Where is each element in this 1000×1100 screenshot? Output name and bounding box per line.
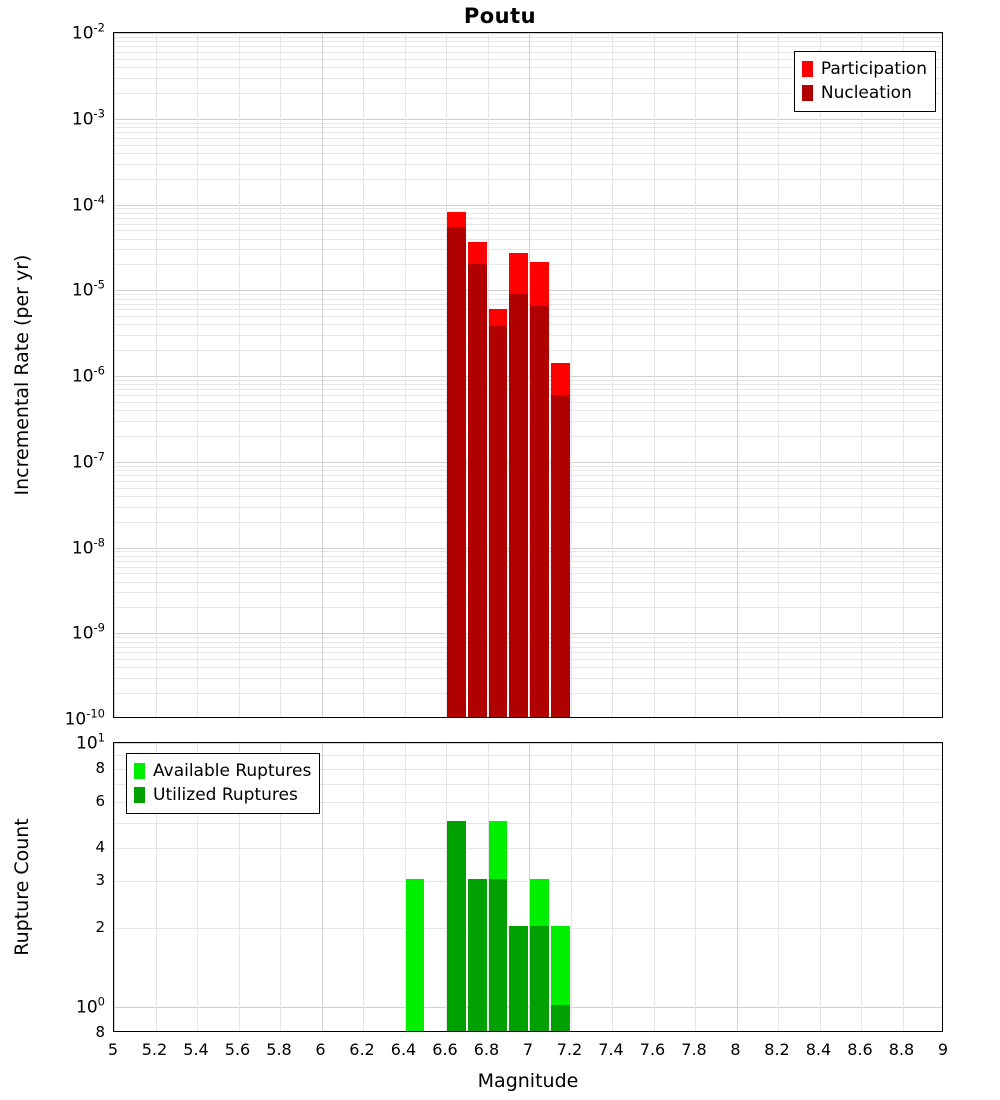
available-ruptures-bar — [406, 879, 425, 1031]
gridline — [322, 33, 323, 717]
incremental-rate-plot — [113, 32, 943, 718]
gridline — [322, 743, 323, 1031]
gridline — [363, 743, 364, 1031]
y-tick-label: $10^0$ — [76, 995, 105, 1018]
gridline — [239, 33, 240, 717]
gridline — [197, 33, 198, 717]
nucleation-bar — [447, 227, 466, 717]
gridline — [114, 33, 115, 717]
x-tick-label: 9 — [937, 1040, 949, 1059]
y-tick-label: $10^{-6}$ — [71, 363, 105, 387]
utilized-ruptures-bar — [509, 926, 528, 1031]
y-tick-label: 6 — [95, 791, 105, 810]
y-tick-label: $10^{-8}$ — [71, 535, 105, 558]
x-tick-label: 8.6 — [847, 1040, 873, 1059]
gridline — [654, 33, 655, 717]
nucleation-bar — [468, 264, 487, 717]
x-tick-label: 6.4 — [390, 1040, 417, 1059]
gridline — [737, 33, 738, 717]
x-tick-label: 8.8 — [888, 1040, 915, 1059]
y-tick-label: $10^{-7}$ — [71, 449, 105, 473]
gridline — [571, 743, 572, 1031]
x-tick-label: 5.6 — [224, 1040, 251, 1059]
gridline — [820, 743, 821, 1031]
nucleation-bar — [551, 395, 570, 717]
gridline — [695, 743, 696, 1031]
x-tick-label: 8.2 — [764, 1040, 790, 1059]
page-title: Poutu — [463, 4, 537, 28]
gridline — [571, 33, 572, 717]
gridline — [280, 33, 281, 717]
y-tick-label: 2 — [95, 917, 105, 936]
y-tick-label: $10^{-2}$ — [71, 20, 105, 44]
y-tick-label: $10^{-9}$ — [71, 620, 105, 644]
nucleation-bar — [489, 326, 508, 717]
gridline — [156, 33, 157, 717]
top-y-axis-title: Incremental Rate (per yr) — [11, 254, 33, 496]
legend-item-participation — [802, 57, 927, 81]
utilized-ruptures-bar — [489, 879, 508, 1031]
gridline — [363, 33, 364, 717]
x-axis-title: Magnitude — [477, 1070, 579, 1092]
legend-item-utilized-ruptures — [134, 783, 311, 807]
nucleation-swatch-icon — [802, 85, 813, 101]
utilized-ruptures-swatch-icon — [134, 787, 145, 803]
nucleation-bar — [509, 294, 528, 717]
y-tick-label: 3 — [95, 871, 105, 890]
y-tick-label: $10^1$ — [76, 730, 105, 754]
x-tick-label: 8 — [730, 1040, 741, 1059]
y-tick-label: $10^{-4}$ — [71, 192, 105, 215]
gridline — [861, 33, 862, 717]
y-tick-label: $10^{-5}$ — [71, 277, 105, 301]
gridline — [778, 743, 779, 1031]
x-tick-label: 6.6 — [432, 1040, 458, 1059]
rupture-count-plot — [113, 742, 943, 1032]
gridline — [737, 743, 738, 1031]
x-tick-label: 5.8 — [266, 1040, 292, 1059]
utilized-ruptures-bar — [551, 1005, 570, 1031]
participation-swatch-icon — [802, 61, 813, 77]
legend-label-available-ruptures: Available Ruptures — [153, 761, 312, 781]
legend-incremental-rate — [794, 51, 936, 112]
gridline — [903, 33, 904, 717]
x-tick-label: 6.2 — [349, 1040, 375, 1059]
utilized-ruptures-bar — [447, 821, 466, 1031]
utilized-ruptures-bar — [468, 879, 487, 1031]
gridline — [654, 743, 655, 1031]
y-tick-label: 8 — [95, 1023, 105, 1041]
y-tick-label: $10^{-3}$ — [71, 106, 105, 130]
x-tick-label: 7.6 — [639, 1040, 666, 1059]
legend-label-participation: Participation — [820, 59, 927, 79]
gridline — [405, 33, 406, 717]
legend-item-available-ruptures — [134, 759, 311, 783]
x-tick-label: 5.2 — [141, 1040, 168, 1059]
y-tick-label: $10^{-10}$ — [64, 706, 105, 730]
x-tick-label: 8.4 — [805, 1040, 832, 1059]
y-tick-label: 4 — [95, 838, 105, 857]
gridline — [820, 33, 821, 717]
x-tick-label: 5 — [107, 1040, 119, 1059]
utilized-ruptures-bar — [530, 926, 549, 1031]
x-tick-label: 7 — [522, 1040, 534, 1059]
available-ruptures-swatch-icon — [134, 763, 145, 779]
x-tick-label: 7.2 — [556, 1040, 583, 1059]
gridline — [612, 743, 613, 1031]
gridline — [778, 33, 779, 717]
legend-item-nucleation — [802, 81, 927, 105]
x-tick-label: 6.8 — [473, 1040, 500, 1059]
x-tick-label: 7.4 — [598, 1040, 624, 1059]
bottom-y-axis-title: Rupture Count — [11, 818, 33, 956]
gridline — [695, 33, 696, 717]
legend-label-utilized-ruptures: Utilized Ruptures — [153, 785, 298, 805]
nucleation-bar — [530, 306, 549, 717]
y-tick-label: 8 — [95, 758, 105, 777]
gridline — [861, 743, 862, 1031]
x-tick-label: 6 — [315, 1040, 326, 1059]
gridline — [114, 743, 115, 1031]
gridline — [612, 33, 613, 717]
legend-label-nucleation: Nucleation — [820, 83, 912, 103]
x-tick-label: 7.8 — [681, 1040, 707, 1059]
legend-rupture-count — [126, 753, 320, 814]
gridline — [903, 743, 904, 1031]
x-tick-label: 5.4 — [183, 1040, 209, 1059]
